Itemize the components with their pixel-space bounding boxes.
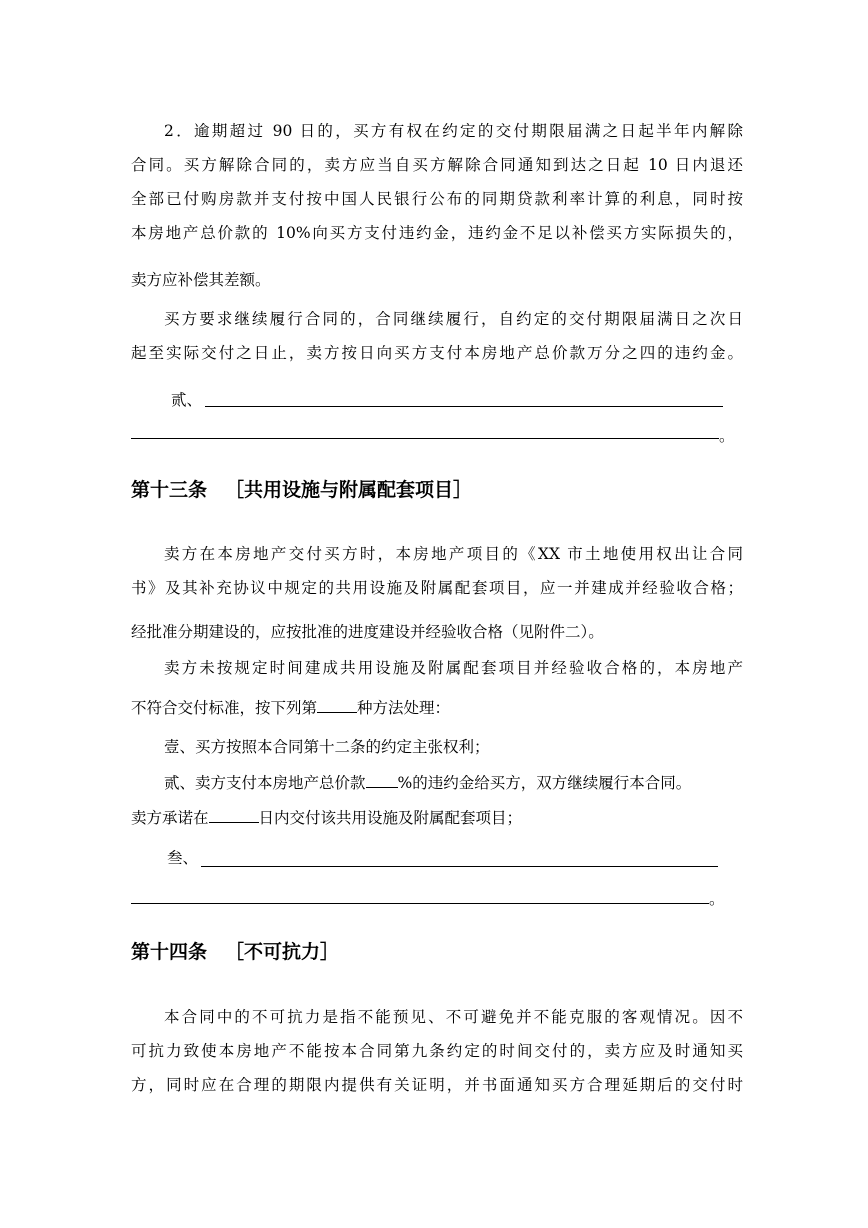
blank-fill-line bbox=[131, 903, 709, 904]
option-line bbox=[131, 807, 743, 829]
option-label: 叁、 bbox=[167, 849, 199, 867]
paragraph-line: 卖方应补偿其差额。 bbox=[131, 271, 271, 289]
section-heading bbox=[131, 939, 339, 965]
end-mark: 。 bbox=[709, 890, 725, 908]
option-label: 贰、 bbox=[171, 391, 203, 409]
section-number: 第十三条 bbox=[131, 479, 208, 501]
paragraph-line: 全部已付购房款并支付按中国人民银行公布的同期贷款利率计算的利息，同时按 bbox=[131, 190, 743, 208]
paragraph-line: 本房地产总价款的 10%向买方支付违约金，违约金不足以补偿买方实际损失的， bbox=[131, 224, 743, 242]
section-title: ［共用设施与附属配套项目］ bbox=[225, 479, 473, 501]
option-line bbox=[164, 772, 749, 794]
paragraph-line: 本合同中的不可抗力是指不能预见、不可避免并不能克服的客观情况。因不 bbox=[164, 1008, 743, 1026]
end-mark: 。 bbox=[719, 427, 735, 445]
text-fragment: 卖方承诺在 bbox=[131, 809, 209, 827]
blank-field[interactable] bbox=[209, 807, 259, 823]
paragraph-line: 可抗力致使本房地产不能按本合同第九条约定的时间交付的，卖方应及时通知买 bbox=[131, 1042, 743, 1060]
section-heading bbox=[131, 477, 472, 503]
text-fragment: 种方法处理： bbox=[357, 699, 451, 717]
paragraph-line: 卖方未按规定时间建成共用设施及附属配套项目并经验收合格的，本房地产 bbox=[164, 659, 743, 677]
paragraph-line: 卖方在本房地产交付买方时，本房地产项目的《XX 市土地使用权出让合同 bbox=[164, 545, 743, 563]
paragraph-line: 2．逾期超过 90 日的，买方有权在约定的交付期限届满之日起半年内解除 bbox=[164, 122, 743, 140]
text-fragment: 日内交付该共用设施及附属配套项目； bbox=[258, 809, 523, 827]
text-fragment: 不符合交付标准，按下列第 bbox=[131, 699, 318, 717]
paragraph-line bbox=[131, 697, 743, 719]
blank-field[interactable] bbox=[366, 772, 398, 788]
paragraph-line: 合同。买方解除合同的，卖方应当自买方解除合同通知到达之日起 10 日内退还 bbox=[131, 156, 743, 174]
section-title: ［不可抗力］ bbox=[225, 941, 340, 963]
section-number: 第十四条 bbox=[131, 941, 208, 963]
paragraph-line: 书》及其补充协议中规定的共用设施及附属配套项目，应一并建成并经验收合格； bbox=[131, 579, 743, 597]
paragraph-line: 买方要求继续履行合同的，合同继续履行，自约定的交付期限届满日之次日 bbox=[164, 310, 743, 328]
option-line: 壹、买方按照本合同第十二条的约定主张权利； bbox=[164, 738, 490, 756]
text-fragment: 贰、卖方支付本房地产总价款 bbox=[164, 774, 366, 792]
paragraph-line: 方，同时应在合理的期限内提供有关证明，并书面通知买方合理延期后的交付时 bbox=[131, 1076, 743, 1094]
blank-fill-line bbox=[131, 438, 719, 439]
blank-fill-line bbox=[201, 866, 718, 867]
paragraph-line: 起至实际交付之日止，卖方按日向买方支付本房地产总价款万分之四的违约金。 bbox=[131, 344, 743, 362]
blank-field[interactable] bbox=[317, 697, 357, 713]
text-fragment: %的违约金给买方，双方继续履行本合同。 bbox=[397, 774, 692, 792]
blank-fill-line bbox=[205, 406, 723, 407]
paragraph-line: 经批准分期建设的，应按批准的进度建设并经验收合格（见附件二）。 bbox=[131, 623, 604, 641]
